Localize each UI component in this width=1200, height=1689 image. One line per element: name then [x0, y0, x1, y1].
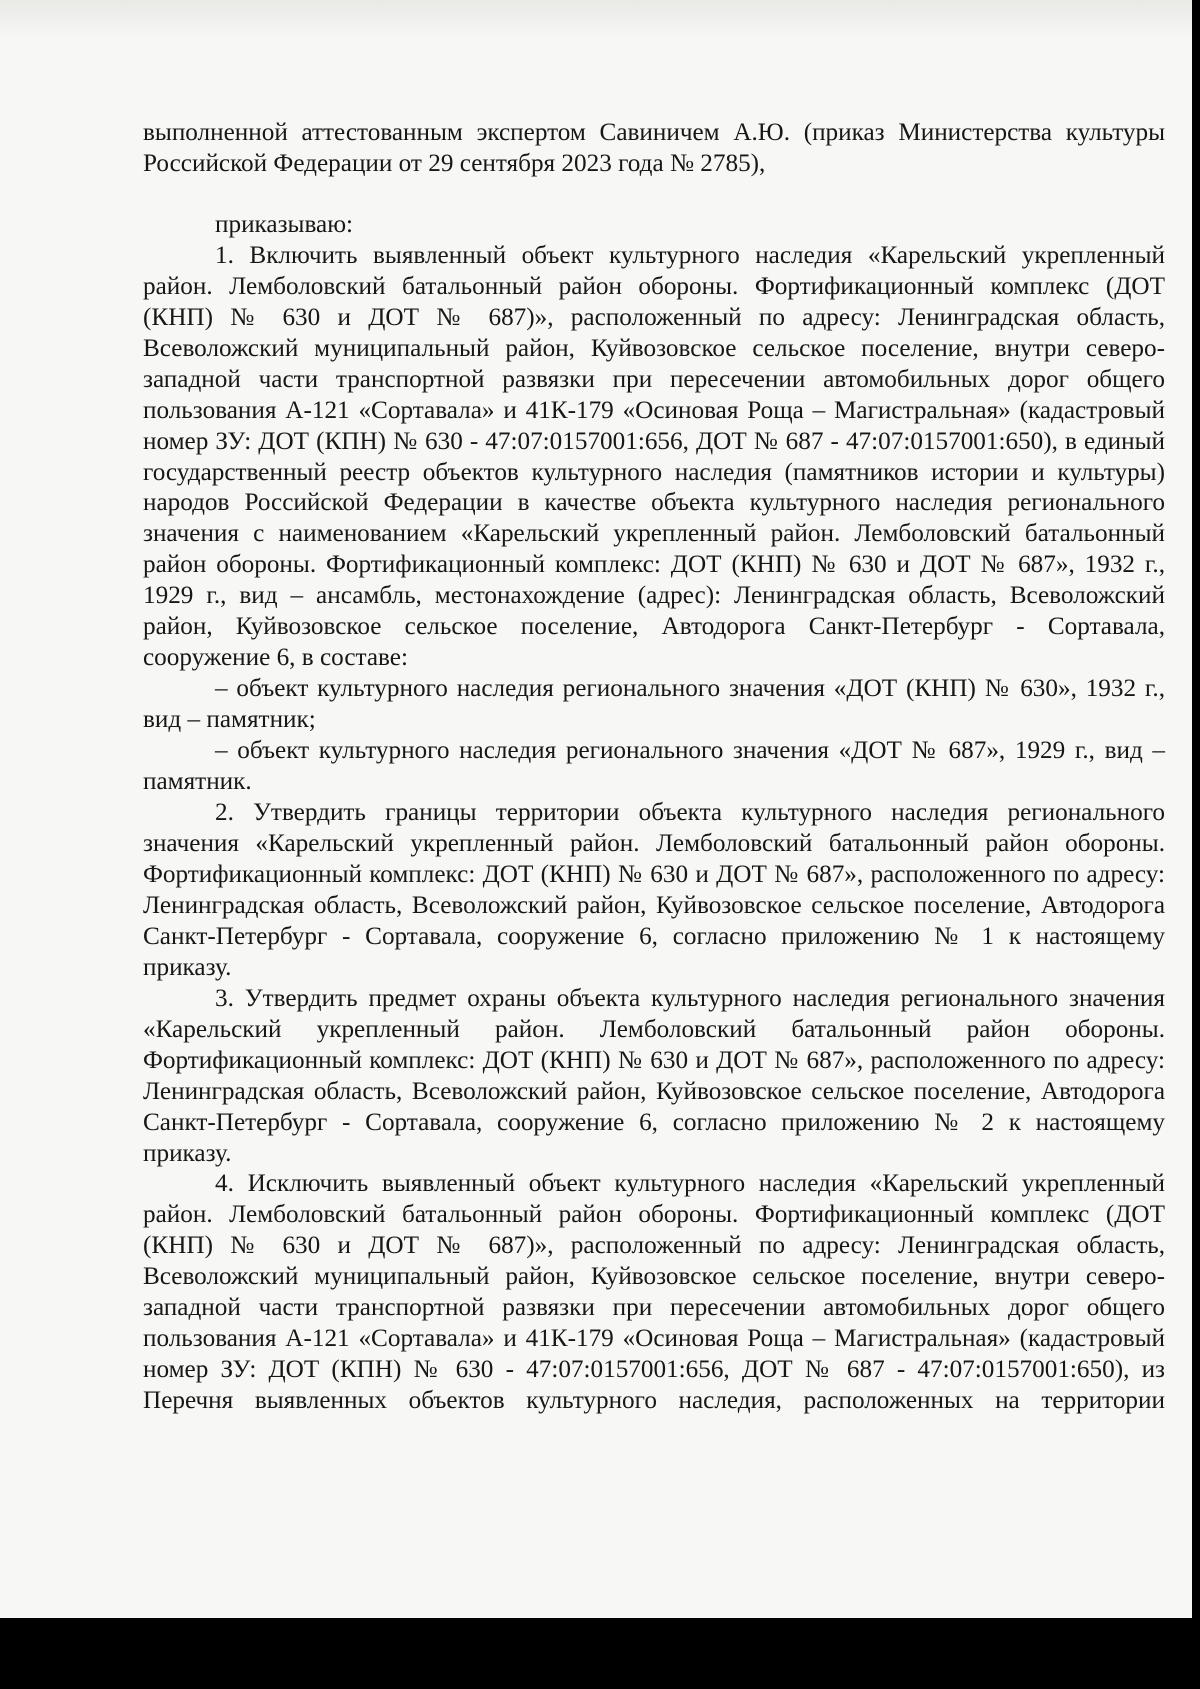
- scan-top-shade: [0, 0, 1200, 40]
- item-4-paragraph: 4. Исключить выявленный объект культурного наследия «Карельский укрепленный район. Лемболовский батальонный район обороны. Фортификационный комплекс (ДОТ (КНП) № 630 и ДОТ № 687)», расположенный по адресу: Ленинградская область, Всеволожский муниципальный район, Куйвозовское сельское поселение, внутри северо-западной части транспортной развязки при пересечении автомобильных дорог общего пользования А-121 «Сортавала» и 41К-179 «Осиновая Роща – Магистральная» (кадастровый номер ЗУ: ДОТ (КПН) № 630 - 47:07:0157001:656, ДОТ № 687 - 47:07:0157001:650), из Перечня выявленных объектов культурного наследия, расположенных на территории: [143, 1170, 1165, 1415]
- item-1-list-entry-1: – объект культурного наследия регионального значения «ДОТ (КНП) № 630», 1932 г., вид – памятник;: [143, 675, 1165, 734]
- item-1-paragraph: 1. Включить выявленный объект культурного наследия «Карельский укрепленный район. Лемболовский батальонный район обороны. Фортификационный комплекс (ДОТ (КНП) № 630 и ДОТ № 687)», расположенный по адресу: Ленинградская область, Всеволожский муниципальный район, Куйвозовское сельское поселение, внутри северо-западной части транспортной развязки при пересечении автомобильных дорог общего пользования А-121 «Сортавала» и 41К-179 «Осиновая Роща – Магистральная» (кадастровый номер ЗУ: ДОТ (КПН) № 630 - 47:07:0157001:656, ДОТ № 687 - 47:07:0157001:650), в единый государственный реестр объектов культурного наследия (памятников истории и культуры) народов Российской Федерации в качестве объекта культурного наследия регионального значения с наименованием «Карельский укрепленный район. Лемболовский батальонный район обороны. Фортификационный комплекс: ДОТ (КНП) № 630 и ДОТ № 687», 1932 г., 1929 г., вид – ансамбль, местонахождение (адрес): Ленинградская область, Всеволожский район, Куйвозовское сельское поселение, Автодорога Санкт-Петербург - Сортавала, сооружение 6, в составе:: [143, 241, 1165, 672]
- scan-right-edge: [1192, 0, 1200, 1618]
- paragraph-gap: [143, 180, 1165, 210]
- order-word: приказываю:: [215, 210, 354, 238]
- item-3-paragraph: 3. Утвердить предмет охраны объекта культурного наследия регионального значения «Карельский укрепленный район. Лемболовский батальонный район обороны. Фортификационный комплекс: ДОТ (КНП) № 630 и ДОТ № 687», расположенного по адресу: Ленинградская область, Всеволожский район, Куйвозовское сельское поселение, Автодорога Санкт-Петербург - Сортавала, сооружение 6, согласно приложению № 2 к настоящему приказу.: [143, 984, 1165, 1167]
- item-2-paragraph: 2. Утвердить границы территории объекта культурного наследия регионального значения «Карельский укрепленный район. Лемболовский батальонный район обороны. Фортификационный комплекс: ДОТ (КНП) № 630 и ДОТ № 687», расположенного по адресу: Ленинградская область, Всеволожский район, Куйвозовское сельское поселение, Автодорога Санкт-Петербург - Сортавала, сооружение 6, согласно приложению № 1 к настоящему приказу.: [143, 799, 1165, 981]
- item-1-list-entry-2: – объект культурного наследия регионального значения «ДОТ № 687», 1929 г., вид – памятник.: [143, 737, 1165, 796]
- intro-paragraph: выполненной аттестованным экспертом Савиничем А.Ю. (приказ Министерства культуры Российской Федерации от 29 сентября 2023 года № 2785),: [143, 119, 1165, 177]
- document-body: [143, 118, 1165, 1417]
